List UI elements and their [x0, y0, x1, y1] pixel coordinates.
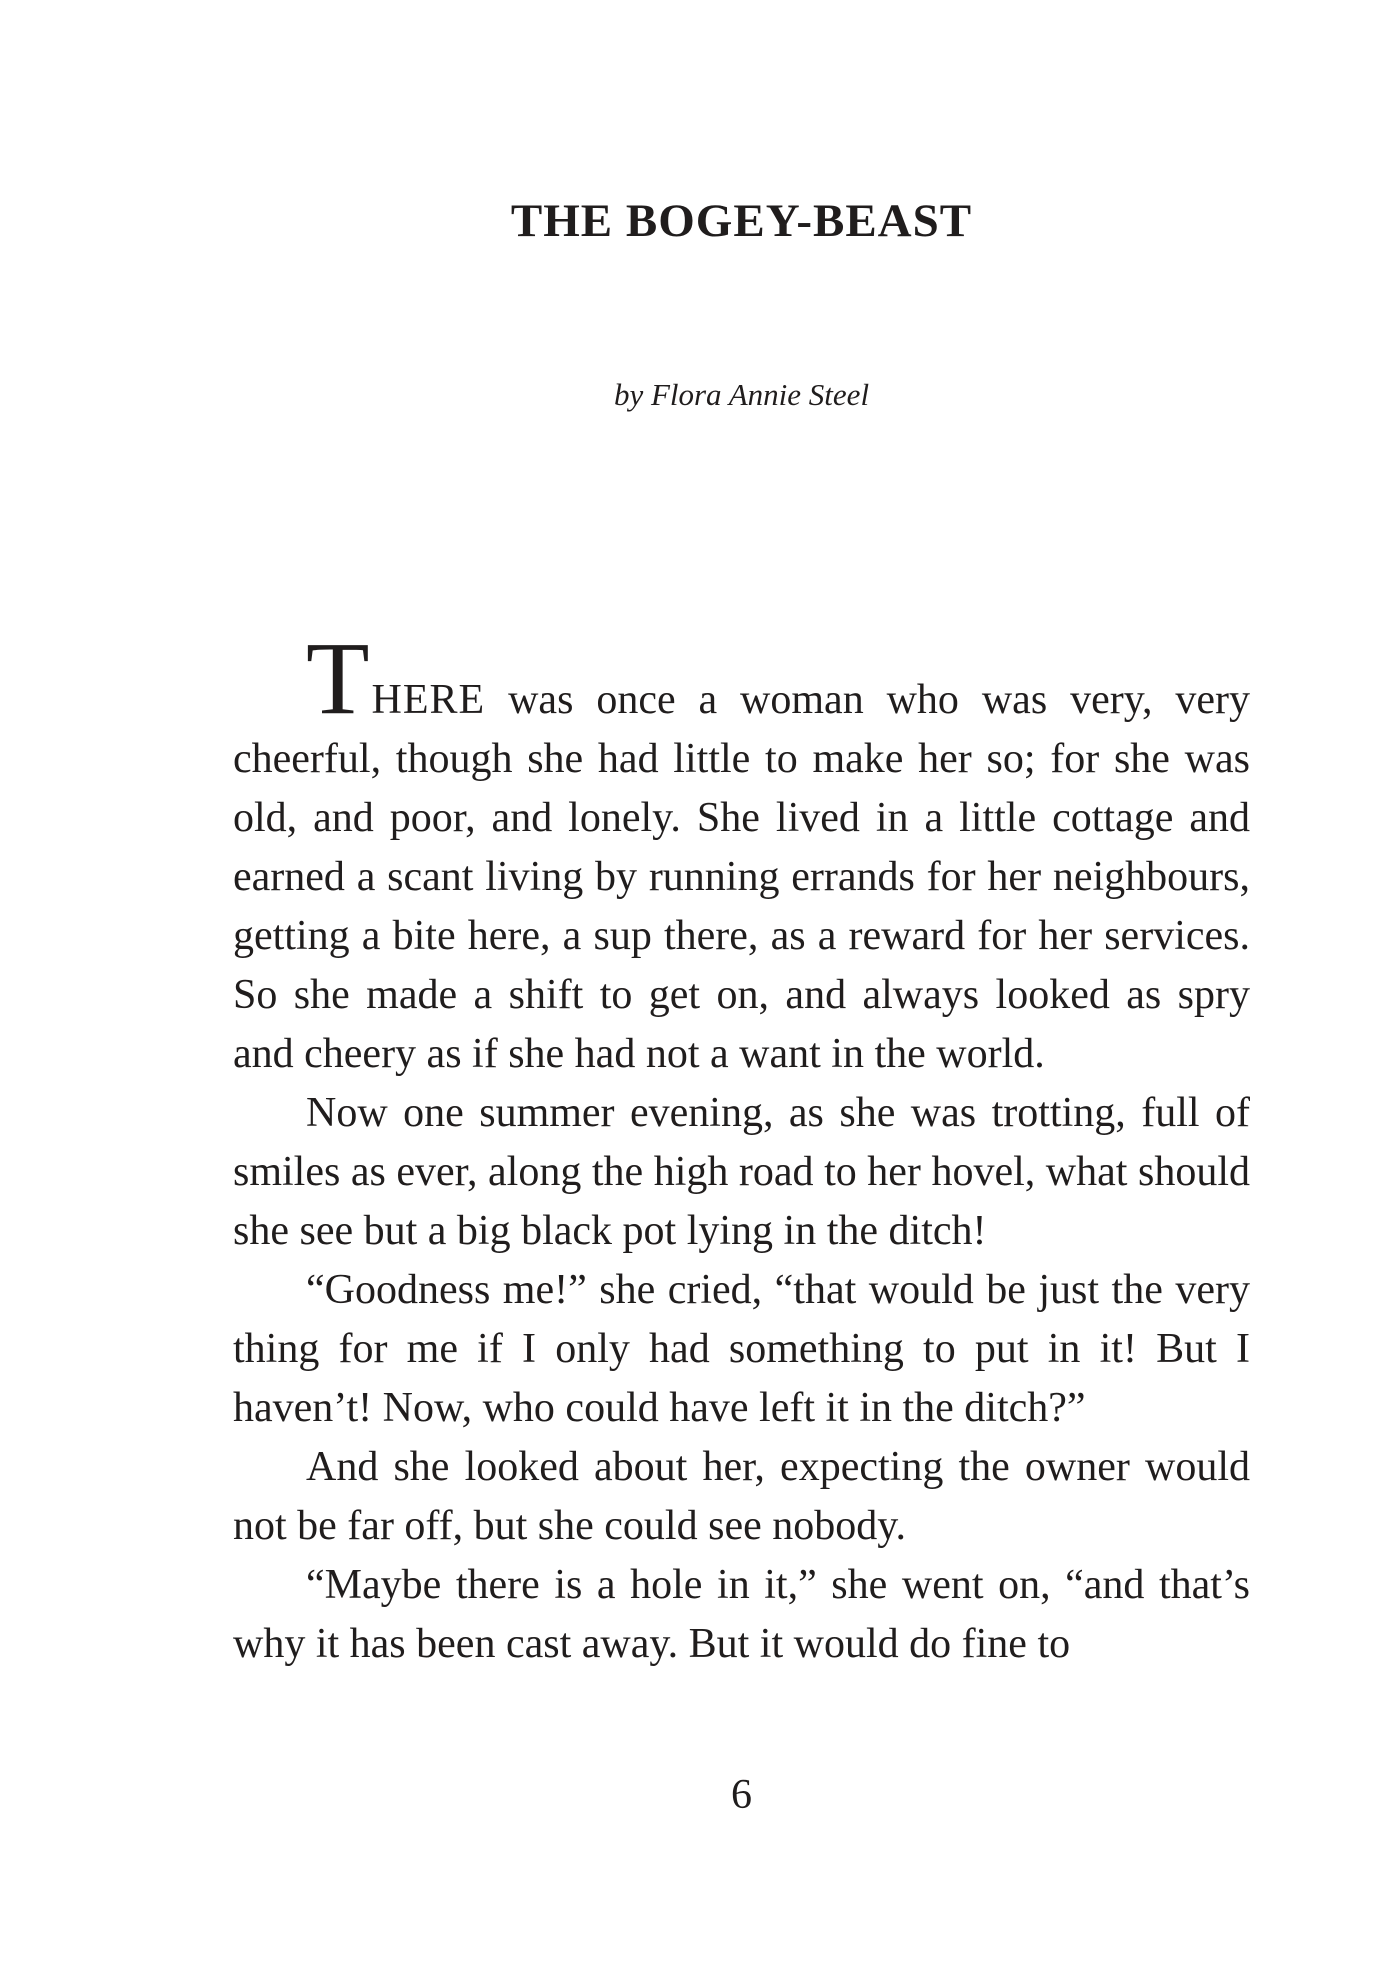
- story-body: [233, 621, 1250, 1674]
- paragraph: And she looked about her, expecting the owner would not be far off, but she could see nobody.: [233, 1444, 1250, 1549]
- raised-initial-cap: T: [306, 621, 372, 736]
- page-title: THE BOGEY-BEAST: [510, 195, 973, 247]
- page-number: 6: [731, 1772, 752, 1818]
- paragraph-text: was once a woman who was very, very cheerful, though she had little to make her so; for she was old, and poor, and lonely. She lived in a little cottage and earned a scant living by running errands for her neighbours, getting a bite here, a sup there, as a reward for her services. So she made a shift to get on, and always looked as spry and cheery as if she had not a want in the world.: [233, 677, 1250, 1077]
- lead-in-caps: HERE: [371, 677, 486, 723]
- paragraph: “Maybe there is a hole in it,” she went on, “and that’s why it has been cast away. But it would do fine to: [233, 1562, 1250, 1667]
- paragraph: “Goodness me!” she cried, “that would be just the very thing for me if I only had something to put in it! But I haven’t! Now, who could have left it in the ditch?”: [233, 1267, 1250, 1431]
- paragraph: Now one summer evening, as she was trotting, full of smiles as ever, along the high road to her hovel, what should she see but a big black pot lying in the ditch!: [233, 1090, 1250, 1254]
- byline: by Flora Annie Steel: [613, 377, 870, 412]
- paragraph: [233, 621, 1250, 1084]
